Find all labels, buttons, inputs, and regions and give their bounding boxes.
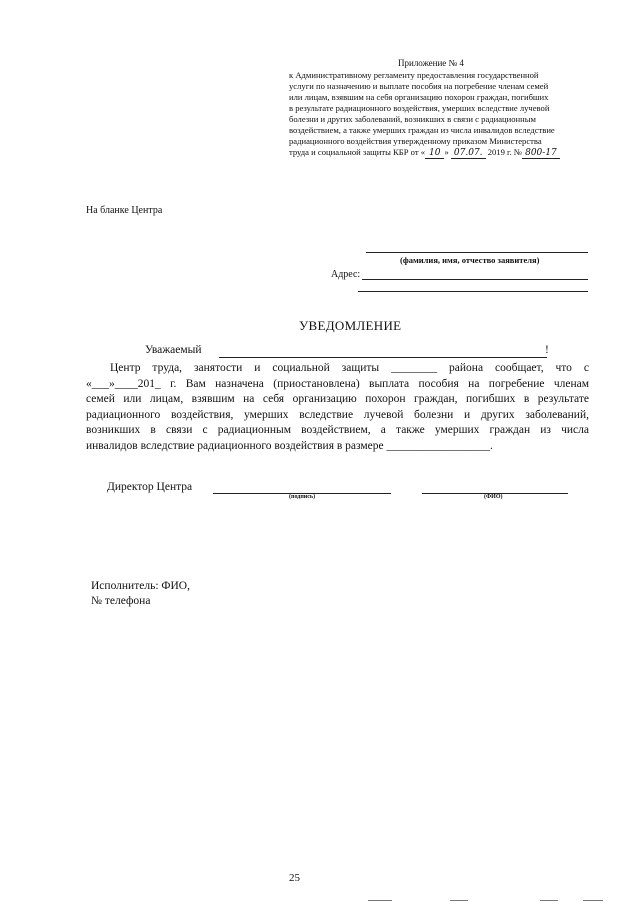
appendix-last-line [289, 147, 609, 159]
appendix-text [289, 70, 609, 159]
salutation-name-line [219, 357, 547, 358]
salutation-end: ! [545, 344, 549, 356]
executor-block [91, 579, 190, 609]
applicant-name-line [366, 252, 588, 253]
appendix-line: к Административному регламенту предоставления государственной [289, 70, 539, 80]
signature-caption: (подпись) [289, 494, 316, 500]
applicant-name-caption: (фамилия, имя, отчество заявителя) [400, 255, 540, 265]
body-line: радиационного воздействия, умерших вследствие лучевой болезни и других заболеваний, [86, 408, 589, 421]
appendix-line: или лицам, взявшим на себя организацию похорон граждан, погибших [289, 92, 549, 102]
appendix-line: воздействием, а также умерших граждан из числа инвалидов вследствие [289, 125, 555, 135]
blank-label: На бланке Центра [86, 205, 163, 216]
salutation: Уважаемый [145, 344, 202, 356]
body-line: инвалидов вследствие радиационного воздействия в размере __________________. [86, 439, 493, 452]
scan-mark [368, 900, 392, 901]
page-number: 25 [289, 872, 300, 884]
notice-body [86, 361, 589, 454]
body-line: «___»____201_ г. Вам назначена (приостановлена) выплата пособия на погребение членам [86, 377, 589, 390]
address-line-2 [358, 291, 588, 292]
notice-title: УВЕДОМЛЕНИЕ [299, 318, 402, 333]
scan-mark [450, 900, 468, 901]
year-text: 2019 г. № [487, 147, 523, 157]
body-line: Центр труда, занятости и социальной защиты ________ района сообщает, что с [110, 362, 589, 374]
scan-mark [540, 900, 558, 901]
appendix-line: в результате радиационного воздействия, умерших вследствие лучевой [289, 103, 550, 113]
appendix-line: болезни и других заболеваний, возникших в связи с радиационным [289, 114, 536, 124]
appendix-last-prefix: труда и социальной защиты КБР от « [289, 147, 426, 157]
appendix-line: радиационного воздействия утвержденному приказом Министерства [289, 136, 542, 146]
scan-mark [583, 900, 603, 901]
body-line: возникших в связи с радиационным воздействием, а также умерших граждан из числа [86, 424, 589, 436]
executor-name: Исполнитель: ФИО, [91, 580, 190, 592]
handwritten-month: 07.07. [451, 148, 486, 159]
quote-close: » [444, 147, 449, 157]
address-line-1 [362, 279, 588, 280]
appendix-title: Приложение № 4 [398, 58, 464, 68]
executor-phone: № телефона [91, 595, 151, 607]
handwritten-day: 10 [425, 148, 444, 159]
appendix-line: услуги по назначению и выплате пособия на погребение членам семей [289, 81, 549, 91]
address-label: Адрес: [331, 269, 361, 280]
body-line: семей или лицам, взявшим на себя организацию похорон граждан, погибших в результате [86, 393, 589, 405]
director-label: Директор Центра [107, 481, 193, 493]
handwritten-number: 800-17 [522, 148, 560, 159]
fio-caption: (ФИО) [484, 494, 503, 500]
